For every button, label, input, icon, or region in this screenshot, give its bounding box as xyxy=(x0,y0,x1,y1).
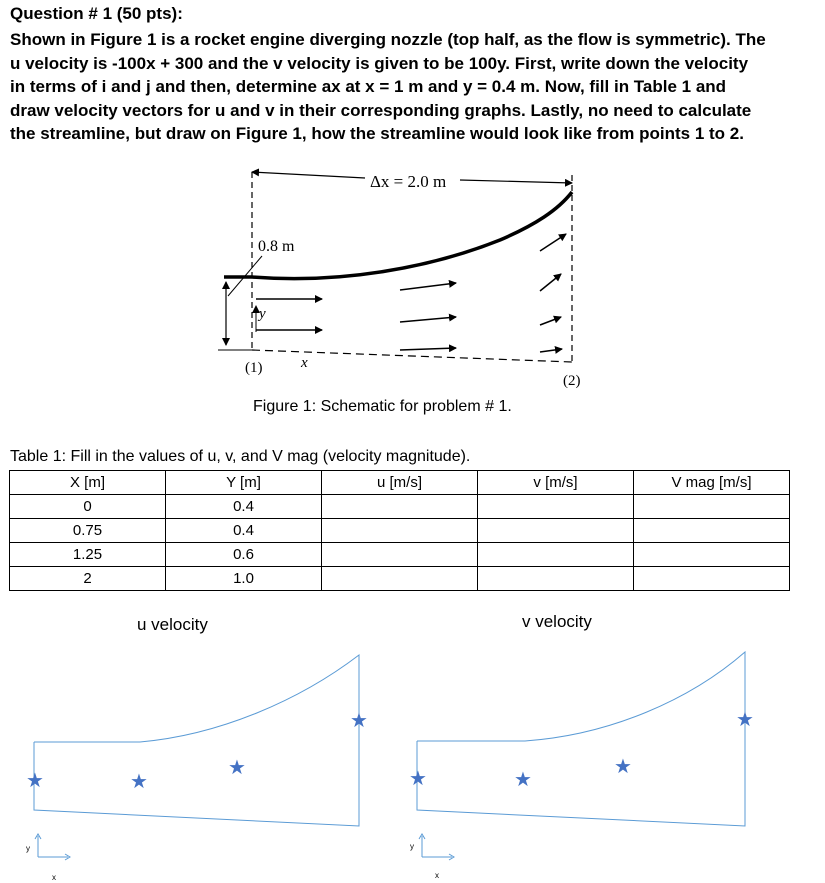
header-v: v [m/s] xyxy=(478,471,634,495)
star-icon: ★ xyxy=(409,768,427,790)
v-axis-x-label: x xyxy=(435,871,439,880)
question-line: draw velocity vectors for u and v in their corresponding graphs. Lastly, no need to calculate xyxy=(10,100,752,120)
star-icon: ★ xyxy=(26,770,44,792)
v-velocity-label: v velocity xyxy=(522,612,592,631)
cell-y: 0.6 xyxy=(166,543,322,567)
question-line: in terms of i and j and then, determine ax at x = 1 m and y = 0.4 m. Now, fill in Table 1 and xyxy=(10,77,727,96)
star-icon: ★ xyxy=(736,709,754,731)
question-line: the streamline, but draw on Figure 1, how the streamline would look like from points 1 to 2. xyxy=(10,124,744,143)
cell-x: 1.25 xyxy=(10,543,166,567)
header-vmag: V mag [m/s] xyxy=(634,471,790,495)
u-axis-x-label: x xyxy=(52,873,56,882)
v-graph-outline xyxy=(417,652,745,826)
star-icon: ★ xyxy=(350,710,368,732)
header-x: X [m] xyxy=(10,471,166,495)
cell-y: 1.0 xyxy=(166,567,322,591)
star-icon: ★ xyxy=(130,771,148,793)
question-line: u velocity is -100x + 300 and the v velocity is given to be 100y. First, write down the velocity xyxy=(10,53,749,73)
u-axis-y-label: y xyxy=(26,844,30,853)
header-u: u [m/s] xyxy=(322,471,478,495)
star-icon: ★ xyxy=(614,756,632,778)
star-icon: ★ xyxy=(514,769,532,791)
cell-x: 0.75 xyxy=(10,519,166,543)
u-velocity-graph xyxy=(26,655,368,882)
u-graph-outline xyxy=(34,655,359,826)
x-label: x xyxy=(301,355,308,371)
cell-x: 0 xyxy=(10,495,166,519)
star-icon: ★ xyxy=(228,757,246,779)
cell-y: 0.4 xyxy=(166,519,322,543)
table-caption: Table 1: Fill in the values of u, v, and V mag (velocity magnitude). xyxy=(10,448,471,465)
header-y: Y [m] xyxy=(166,471,322,495)
point-1-label: (1) xyxy=(245,360,263,376)
figure-caption: Figure 1: Schematic for problem # 1. xyxy=(253,398,512,415)
cell-x: 2 xyxy=(10,567,166,591)
question-line: Shown in Figure 1 is a rocket engine diverging nozzle (top half, as the flow is symmetric). The xyxy=(10,30,766,49)
dx-label: Δx = 2.0 m xyxy=(370,172,447,191)
question-title: Question # 1 (50 pts): xyxy=(10,4,183,23)
point-2-label: (2) xyxy=(563,373,581,389)
cell-y: 0.4 xyxy=(166,495,322,519)
u-velocity-label: u velocity xyxy=(137,615,208,634)
v-velocity-graph xyxy=(409,652,754,880)
height-label: 0.8 m xyxy=(258,238,295,255)
v-axis-y-label: y xyxy=(410,842,414,851)
y-label: y xyxy=(259,306,266,322)
